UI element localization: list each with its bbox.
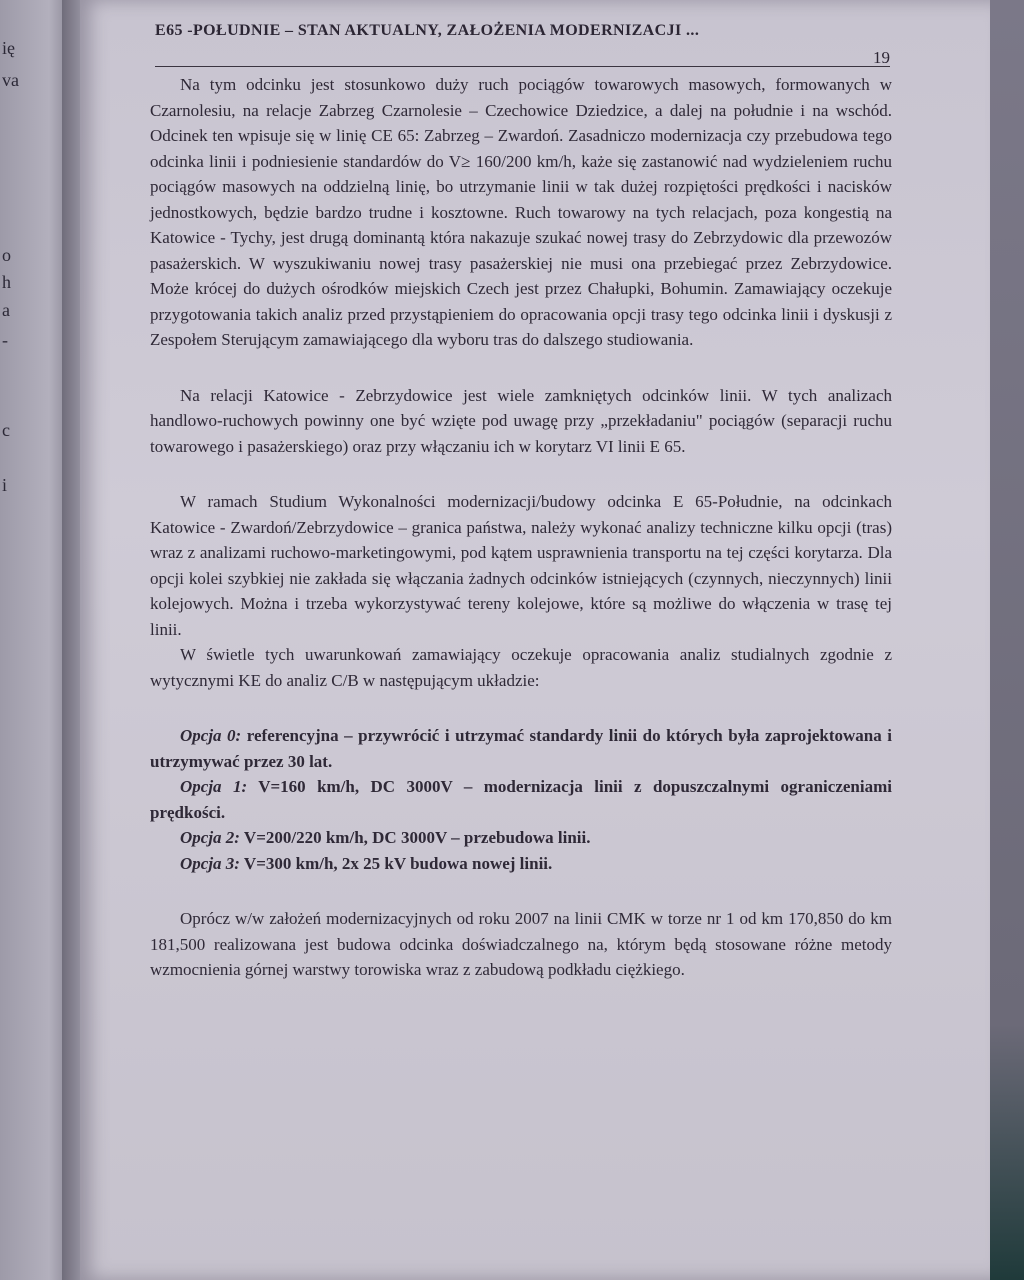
- option-label: Opcja 1:: [180, 777, 248, 796]
- option-item: [150, 723, 892, 774]
- background-edge: [990, 0, 1024, 1280]
- left-page-edge: [0, 0, 70, 1280]
- option-text: V=300 km/h, 2x 25 kV budowa nowej linii.: [239, 853, 553, 873]
- paragraph: Na tym odcinku jest stosunkowo duży ruch pociągów towarowych masowych, formowanych w Czarnolesiu, na relacje Zabrzeg Czarnolesie – Czechowice Dziedzice, a dalej na południe i na wschód. Odcinek ten wpisuje się w linię CE 65: Zabrzeg – Zwardoń. Zasadniczo modernizacja czy przebudowa tego odcinka linii i podniesienie standardów do V≥ 160/200 km/h, każe się zastanowić nad wydzieleniem ruchu pociągów masowych na oddzielną linię, bo utrzymanie linii w tak dużej rozpiętości prędkości i nacisków jednostkowych, będzie bardzo trudne i kosztowne. Ruch towarowy na tych relacjach, poza kongestią na Katowice - Tychy, jest drugą dominantą która nakazuje szukać nowej trasy do Zebrzydowic dla przewozów pasażerskich. W wyszukiwaniu nowej trasy pasażerskiej nie musi ona przebiegać przez Zebrzydowice. Może krócej do dużych ośrodków miejskich Czech jest przez Chałupki, Bohumin. Zamawiający oczekuje przygotowania takich analiz przed przystąpieniem do opracowania opcji trasy tego odcinka linii i dyskusji z Zespołem Sterującym zamawiającego dla wyboru tras do dalszego studiowania.: [150, 75, 892, 349]
- paragraph: Na relacji Katowice - Zebrzydowice jest wiele zamkniętych odcinków linii. W tych analizach handlowo-ruchowych powinny one być wzięte pod uwagę przy „przekładaniu" pociągów (separacji ruchu towarowego i pasażerskiego) oraz przy włączaniu ich w korytarz VI linii E 65.: [150, 385, 892, 456]
- paragraph: W świetle tych uwarunkowań zamawiający oczekuje opracowania analiz studialnych zgodnie z wytycznymi KE do analiz C/B w następującym układzie:: [150, 645, 892, 690]
- option-label: Opcja 2:: [180, 828, 240, 847]
- left-page-fragment: h: [2, 272, 11, 292]
- page-header: [155, 18, 890, 67]
- left-page-fragment: o: [2, 245, 11, 265]
- option-text: V=200/220 km/h, DC 3000V – przebudowa linii.: [239, 828, 591, 847]
- left-page-fragment: i: [2, 475, 8, 495]
- left-page-fragment: a: [2, 300, 10, 320]
- option-item: [150, 825, 892, 851]
- option-label: Opcja 3:: [180, 853, 240, 873]
- option-text: V=160 km/h, DC 3000V – modernizacja linii z dopuszczalnymi ograniczeniami prędkości.: [150, 777, 892, 822]
- option-item: [150, 774, 892, 825]
- running-title: E65 -POŁUDNIE – STAN AKTUALNY, ZAŁOŻENIA MODERNIZACJI ...: [155, 22, 700, 39]
- closing-paragraph: Oprócz w/w założeń modernizacyjnych od roku 2007 na linii CMK w torze nr 1 od km 170,850 do km 181,500 realizowana jest budowa odcinka doświadczalnego na, którym będą stosowane różne metody wzmocnienia górnej warstwy torowiska wraz z zabudową podkładu ciężkiego.: [150, 909, 892, 979]
- page-body: [150, 72, 892, 983]
- left-page-fragment: va: [2, 70, 19, 90]
- option-text: referencyjna – przywrócić i utrzymać standardy linii do których była zaprojektowana i utrzymywać przez 30 lat.: [150, 726, 892, 771]
- page-number: 19: [873, 48, 890, 67]
- option-item: [150, 851, 892, 877]
- option-label: Opcja 0:: [180, 726, 242, 745]
- left-page-fragment: -: [2, 330, 8, 350]
- left-page-fragment: c: [2, 420, 10, 440]
- left-page-fragment: ię: [2, 38, 15, 58]
- paragraph: W ramach Studium Wykonalności modernizacji/budowy odcinka E 65-Południe, na odcinkach Katowice - Zwardoń/Zebrzydowice – granica państwa, należy wykonać analizy techniczne kilku opcji (tras) wraz z analizami ruchowo-marketingowymi, pod kątem usprawnienia transportu na tej części korytarza. Dla opcji kolei szybkiej nie zakłada się włączania żadnych odcinków istniejących (czynnych, nieczynnych) linii kolejowych. Można i trzeba wykorzystywać tereny kolejowe, które są możliwe do włączenia w trasę tej linii.: [150, 492, 892, 639]
